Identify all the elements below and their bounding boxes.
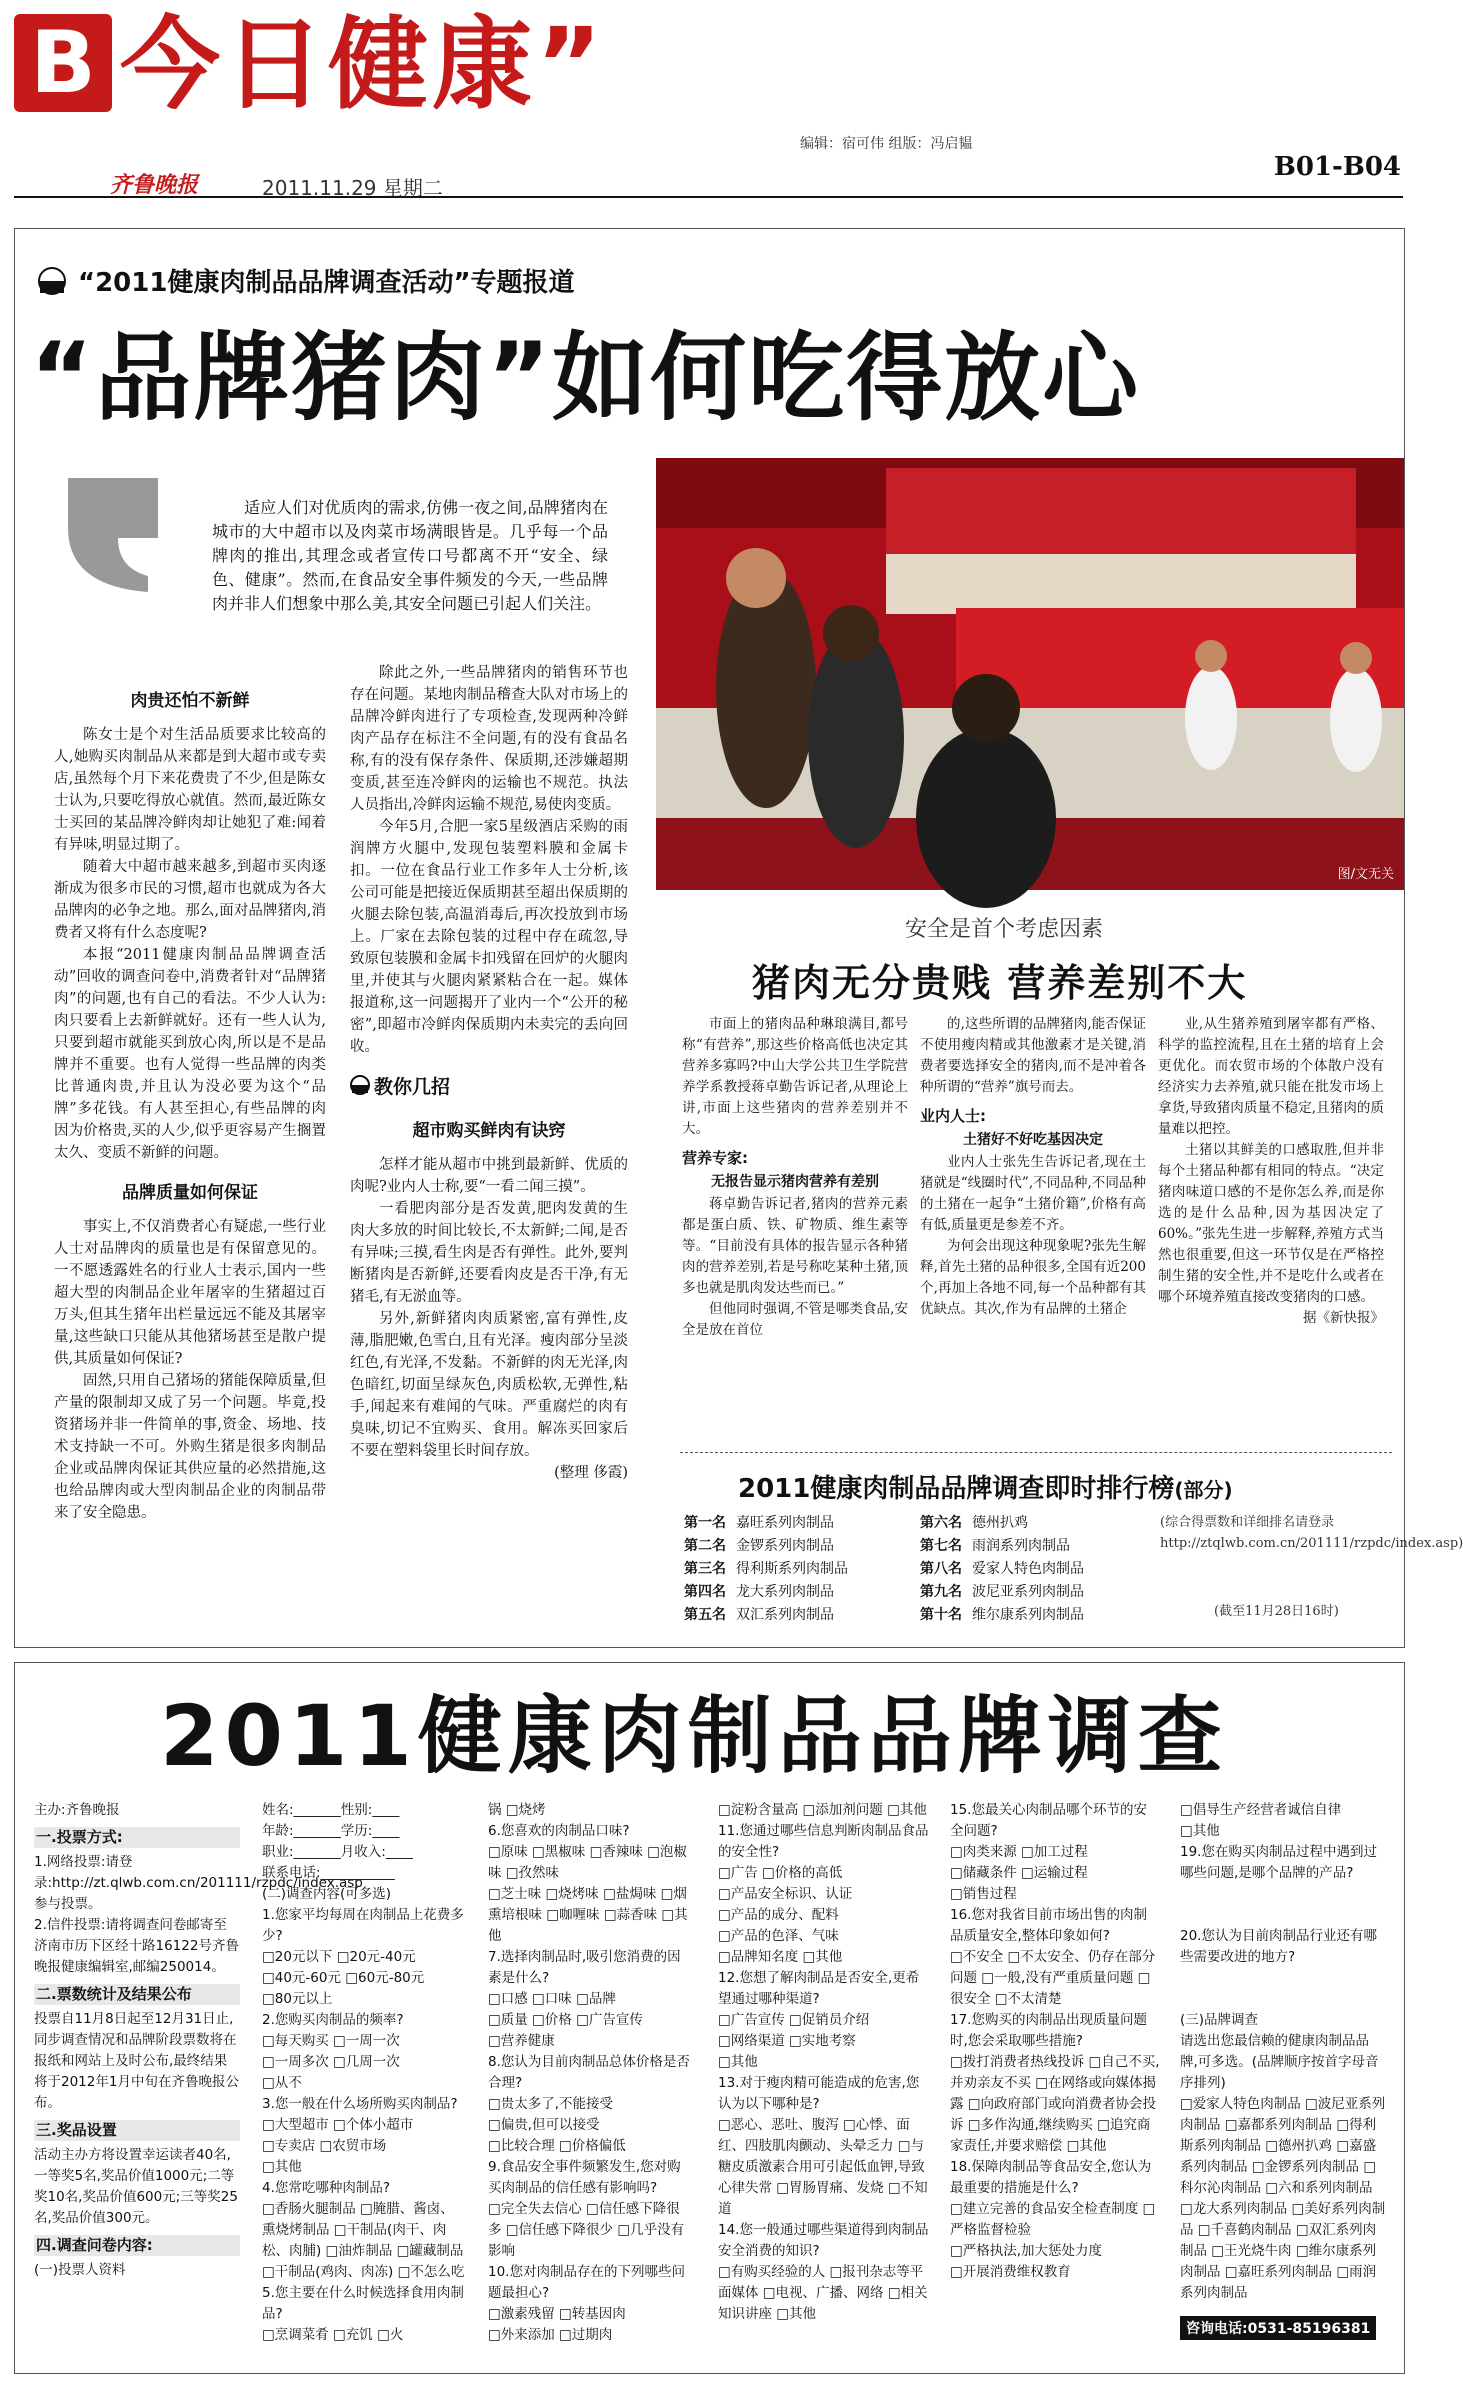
half-circle-icon <box>38 267 66 295</box>
paragraph: 土猪以其鲜美的口感取胜,但并非每个土猪品种都有相同的特点。“决定猪肉味道口感的不是你怎么养,而是你选的是什么品种,因为基因决定了60%。”张先生进一步解释,养殖方式当然也很重要,但这一环节仅是在严格控制生猪的安全性,并不是吃什么或者在哪个环境养殖直接改变猪肉的口感。 <box>1158 1142 1384 1305</box>
ranking-item: 第三名 得利斯系列肉制品 <box>684 1561 848 1577</box>
ranking-date: (截至11月28日16时) <box>1214 1604 1339 1619</box>
survey-line: □有购买经验的人 □报刊杂志等平面媒体 □电视、广播、网络 □相关知识讲座 □其他 <box>718 2264 928 2322</box>
survey-line: □20元以下 □20元-40元 <box>262 1949 416 1965</box>
survey-line: 13.对于瘦肉精可能造成的危害,您认为以下哪种是? <box>718 2075 920 2112</box>
survey-line: □外来添加 □过期肉 <box>488 2327 613 2343</box>
survey-column-4 <box>718 1800 930 2325</box>
survey-line: 1.网络投票:请登录:http://zt.qlwb.com.cn/201111/rzpdc/index.asp参与投票。 <box>34 1854 363 1912</box>
ranking-item: 第七名 雨润系列肉制品 <box>920 1538 1070 1554</box>
survey-line: □开展消费维权教育 <box>950 2264 1071 2280</box>
survey-line: 锅 □烧烤 <box>488 1802 546 1818</box>
right-column-1 <box>682 1014 908 1341</box>
paragraph: 随着大中超市越来越多,到超市买肉逐渐成为很多市民的习惯,超市也就成为各大品牌肉的必争之地。那么,面对品牌猪肉,消费者又将有什么态度呢? <box>54 859 326 941</box>
paragraph: 但他同时强调,不管是哪类食品,安全是放在首位 <box>682 1301 908 1338</box>
photo-caption: 图/文无关 <box>1337 867 1394 882</box>
paragraph: 一看肥肉部分是否发黄,肥肉发黄的生肉大多放的时间比较长,不太新鲜;二闻,是否有异味;三摸,看生肉是否有弹性。此外,要判断猪肉是否新鲜,还要看肉皮是否干净,有无猪毛,有无淤血等。 <box>350 1201 628 1305</box>
survey-line: □原味 □黑椒味 □香辣味 □泡椒味 □孜然味 <box>488 1844 687 1881</box>
survey-line: □储藏条件 □运输过程 <box>950 1865 1088 1881</box>
survey-line: □倡导生产经营者诚信自律 <box>1180 1802 1342 1818</box>
label: 业内人士: <box>920 1107 986 1125</box>
sub-headline: 猪肉无分贵贱 营养差别不大 <box>752 961 1248 1005</box>
paragraph: 蒋卓勤告诉记者,猪肉的营养元素都是蛋白质、铁、矿物质、维生素等等。“目前没有具体的报告显示各种猪肉的营养差别,若是号称吃某种土猪,顶多也就是肌肉发达些而已。” <box>682 1196 908 1296</box>
survey-line: □拨打消费者热线投诉 □自己不买,并劝亲友不买 □在网络或向媒体揭露 □向政府部门或向消费者协会投诉 □多作沟通,继续购买 □追究商家责任,并要求赔偿 □其他 <box>950 2054 1160 2154</box>
survey-line: 年龄:_______学历:____ <box>262 1823 400 1839</box>
paragraph: 怎样才能从超市中挑到最新鲜、优质的肉呢?业内人士称,要“一看二闻三摸”。 <box>350 1157 628 1195</box>
survey-line: 职业:_______月收入:____ <box>262 1844 413 1860</box>
ranking-item: 第四名 龙大系列肉制品 <box>684 1584 834 1600</box>
section-heading: 品牌质量如何保证 <box>122 1183 258 1203</box>
survey-line: □营养健康 <box>488 2033 555 2049</box>
survey-title: 2011健康肉制品品牌调查 <box>160 1687 1228 1785</box>
paragraph: 事实上,不仅消费者心有疑虑,一些行业人士对品牌肉的质量也是有保留意见的。一不愿透露姓名的行业人士表示,国内一些超大型的肉制品企业年屠宰的生猪超过百万头,但其生猪年出栏量远远不能及其屠宰量,这些缺口只能从其他猪场甚至是散户提供,其质量如何保证? <box>54 1219 326 1367</box>
survey-line: 7.选择肉制品时,吸引您消费的因素是什么? <box>488 1949 681 1986</box>
half-circle-icon <box>350 1075 370 1095</box>
survey-line: □香肠火腿制品 □腌腊、酱卤、熏烧烤制品 □干制品(肉干、肉松、肉脯) □油炸制品 □罐藏制品 □干制品(鸡肉、肉冻) □不怎么吃 <box>262 2201 465 2280</box>
section-heading: 超市购买鲜肉有诀窍 <box>412 1121 566 1141</box>
answer-blank <box>1180 1884 1386 1926</box>
survey-line: □爱家人特色肉制品 □波尼亚系列肉制品 □嘉都系列肉制品 □得利斯系列肉制品 □德州扒鸡 □嘉盛系列肉制品 □金锣系列肉制品 □科尔沁肉制品 □六和系列肉制品 □龙大系列肉制品 □美好系列肉制品 □千喜鹤肉制品 □双汇系列肉制品 □王光烧牛肉 □维尔康系列肉制品 □嘉旺系列肉制品 □雨润系列肉制品 <box>1180 2096 1386 2301</box>
survey-line: □不安全 □不太安全、仍存在部分问题 □一般,没有严重质量问题 □很安全 □不太清楚 <box>950 1949 1156 2007</box>
byline: (整理 侈霞) <box>554 1465 628 1481</box>
survey-line: 20.您认为目前肉制品行业还有哪些需要改进的地方? <box>1180 1928 1377 1965</box>
survey-line: □严格执法,加大惩处力度 <box>950 2243 1103 2259</box>
survey-line: (二)调查内容(可多选) <box>262 1886 392 1902</box>
survey-section-heading: 二.票数统计及结果公布 <box>34 1984 240 2005</box>
right-column-2 <box>920 1014 1146 1320</box>
survey-line: □质量 □价格 □广告宣传 <box>488 2012 643 2028</box>
survey-line: □每天购买 □一周一次 <box>262 2033 400 2049</box>
survey-line: □一周多次 □几周一次 <box>262 2054 400 2070</box>
survey-line: □广告宣传 □促销员介绍 <box>718 2012 870 2028</box>
feature-column-2 <box>350 662 628 1484</box>
paragraph: 另外,新鲜猪肉肉质紧密,富有弹性,皮薄,脂肥嫩,色雪白,且有光泽。瘦肉部分呈淡红色,有光泽,不发黏。不新鲜的肉无光泽,肉色暗红,切面呈绿灰色,肉质松软,无弹性,粘手,闻起来有难闻的气味。严重腐烂的肉有臭味,切记不宜购买、食用。解冻买回家后不要在塑料袋里长时间存放。 <box>350 1311 628 1459</box>
hotline: 咨询电话:0531-85196381 <box>1180 2316 1376 2340</box>
label: 营养专家: <box>682 1149 748 1167</box>
survey-line: 10.您对肉制品存在的下列哪些问题最担心? <box>488 2264 685 2301</box>
paragraph: 为何会出现这种现象呢?张先生解释,首先土猪的品种很多,全国有近200个,再加上各地不同,每一个品种都有其优缺点。其次,作为有品牌的土猪企 <box>920 1238 1146 1317</box>
survey-line: 活动主办方将设置幸运读者40名,一等奖5名,奖品价值1000元;二等奖10名,奖品价值600元;三等奖25名,奖品价值300元。 <box>34 2147 238 2226</box>
survey-line: □大型超市 □个体小超市 <box>262 2117 414 2133</box>
survey-line: □产品安全标识、认证 <box>718 1886 853 1902</box>
survey-line: □80元以上 <box>262 1991 333 2007</box>
survey-line: 请选出您最信赖的健康肉制品品牌,可多选。(品牌顺序按首字母音序排列) <box>1180 2033 1379 2091</box>
ranking-item: 第六名 德州扒鸡 <box>920 1515 1028 1531</box>
survey-line: 1.您家平均每周在肉制品上花费多少? <box>262 1907 464 1944</box>
feature-column-1 <box>54 672 326 1524</box>
survey-line: □广告 □价格的高低 <box>718 1865 843 1881</box>
survey-section-heading: 一.投票方式: <box>34 1827 240 1848</box>
paragraph: 业,从生猪养殖到屠宰都有严格、科学的监控流程,且在土猪的培育上会更优化。而农贸市场的个体散户没有经济实力去养殖,就只能在批发市场上拿货,导致猪肉质量不稳定,且猪肉的质量难以把控。 <box>1158 1016 1384 1137</box>
survey-line: □网络渠道 □实地考察 <box>718 2033 856 2049</box>
editor-credits: 编辑：宿可伟 组版：冯启韫 <box>800 136 973 152</box>
survey-column-6 <box>1180 1800 1386 2304</box>
paragraph: 的,这些所谓的品牌猪肉,能否保证不使用瘦肉精或其他激素才是关键,消费者要选择安全的猪肉,而不是冲着各种所谓的“营养”旗号而去。 <box>920 1016 1146 1095</box>
ranking-item: 第十名 维尔康系列肉制品 <box>920 1607 1084 1623</box>
section-letter-logo: B <box>14 14 112 112</box>
survey-line: □偏贵,但可以接受 <box>488 2117 600 2133</box>
ranking-list <box>684 1512 1156 1627</box>
survey-line: □销售过程 <box>950 1886 1017 1902</box>
survey-line: □贵太多了,不能接受 <box>488 2096 614 2112</box>
survey-section-heading: 三.奖品设置 <box>34 2120 240 2141</box>
survey-column-3 <box>488 1800 692 2346</box>
survey-line: □其他 <box>262 2159 302 2175</box>
survey-line: □芝士味 □烧烤味 □盐焗味 □烟熏培根味 □咖喱味 □蒜香味 □其他 <box>488 1886 688 1944</box>
survey-line: 投票自11月8日起至12月31日止,同步调查情况和品牌阶段票数将在报纸和网站上及时公布,最终结果将于2012年1月中旬在齐鲁晚报公布。 <box>34 2011 239 2111</box>
center-heading: 土猪好不好吃基因决定 <box>963 1132 1103 1148</box>
survey-line: □口感 □口味 □品牌 <box>488 1991 616 2007</box>
survey-line: □烹调菜肴 □充饥 □火 <box>262 2327 404 2343</box>
masthead-rule <box>14 196 1403 198</box>
survey-line: □专卖店 □农贸市场 <box>262 2138 387 2154</box>
page-range: B01-B04 <box>1273 152 1401 182</box>
survey-line: □40元-60元 □60元-80元 <box>262 1970 425 1986</box>
survey-line: (一)投票人资料 <box>34 2262 126 2278</box>
survey-line: 19.您在购买肉制品过程中遇到过哪些问题,是哪个品牌的产品? <box>1180 1844 1377 1881</box>
market-photo <box>656 458 1404 890</box>
ranking-title: 2011健康肉制品品牌调查即时排行榜(部分) <box>738 1474 1233 1504</box>
survey-line: 2.您购买肉制品的频率? <box>262 2012 404 2028</box>
tips-heading: 教你几招 <box>350 1072 628 1102</box>
survey-line: 15.您最关心肉制品哪个环节的安全问题? <box>950 1802 1147 1839</box>
ranking-item: 第二名 金锣系列肉制品 <box>684 1538 834 1554</box>
survey-column-5 <box>950 1800 1160 2283</box>
survey-line: 4.您常吃哪种肉制品? <box>262 2180 391 2196</box>
survey-line: □淀粉含量高 □添加剂问题 □其他 <box>718 1802 927 1818</box>
right-column-3 <box>1158 1014 1384 1329</box>
open-quote-icon <box>48 468 176 596</box>
center-heading: 无报告显示猪肉营养有差别 <box>711 1174 879 1190</box>
survey-line: □产品的成分、配料 <box>718 1907 839 1923</box>
series-label: “2011健康肉制品品牌调查活动”专题报道 <box>38 262 575 299</box>
answer-blank <box>1180 1968 1386 2010</box>
newspaper-name: 齐鲁晚报 <box>110 172 199 198</box>
ranking-note: (综合得票数和详细排名请登录http://ztqlwb.com.cn/201111/rzpdc/index.asp) <box>1160 1515 1463 1551</box>
ranking-item: 第八名 爱家人特色肉制品 <box>920 1561 1084 1577</box>
paragraph: 除此之外,一些品牌猪肉的销售环节也存在问题。某地肉制品稽查大队对市场上的品牌冷鲜肉进行了专项检查,发现两种冷鲜肉产品存在标注不全问题,有的没有食品名称,有的没有保存条件、保质期,还涉嫌超期变质,甚至连冷鲜肉的运输也不规范。执法人员指出,冷鲜肉运输不规范,易使肉变质。 <box>350 665 628 813</box>
survey-line: □品牌知名度 □其他 <box>718 1949 843 1965</box>
survey-line: 11.您通过哪些信息判断肉制品食品的安全性? <box>718 1823 929 1860</box>
paragraph: 本报“2011健康肉制品品牌调查活动”回收的调查问卷中,消费者针对“品牌猪肉”的问题,也有自己的看法。不少人认为:肉只要看上去新鲜就好。还有一些人认为,只要到超市就能买到放心肉,所以是不是品牌并不重要。也有人觉得一些品牌的肉类比普通肉贵,并且认为没必要为这个“品牌”多花钱。有人甚至担心,有些品牌的肉因为价格贵,买的人少,似乎更容易产生搁置太久、变质不新鲜的问题。 <box>54 947 326 1161</box>
survey-line: □其他 <box>718 2054 758 2070</box>
survey-line: 17.您购买的肉制品出现质量问题时,您会采取哪些措施? <box>950 2012 1147 2049</box>
paragraph: 业内人士张先生告诉记者,现在土猪就是“线圈时代”,不同品种,不同品种的土猪在一起争“土猪价籍”,价格有高有低,质量更是参差不齐。 <box>920 1154 1146 1233</box>
paragraph: 今年5月,合肥一家5星级酒店采购的雨润牌方火腿中,发现包装塑料膜和金属卡扣。一位在食品行业工作多年人士分析,该公司可能是把接近保质期甚至超出保质期的火腿去除包装,高温消毒后,再次投放到市场上。厂家在去除包装的过程中存在疏忽,导致原包装膜和金属卡扣残留在回炉的火腿肉里,并使其与火腿肉紧紧粘合在一起。媒体报道称,这一问题揭开了业内一个“公开的秘密”,即超市冷鲜肉保质期内未卖完的丢向回收。 <box>350 819 628 1055</box>
survey-line: 5.您主要在什么时候选择食用肉制品? <box>262 2285 464 2322</box>
paragraph: 市面上的猪肉品种琳琅满目,都号称“有营养”,那这些价格高低也决定其营养多寡吗?中山大学公共卫生学院营养学系教授蒋卓勤告诉记者,从理论上讲,市面上这些猪肉的营养差别并不大。 <box>682 1016 908 1137</box>
survey-line: 16.您对我省目前市场出售的肉制品质量安全,整体印象如何? <box>950 1907 1147 1944</box>
survey-line: □产品的色泽、气味 <box>718 1928 839 1944</box>
survey-line: 2.信件投票:请将调查问卷邮寄至济南市历下区经十路16122号齐鲁晚报健康编辑室,邮编250014。 <box>34 1917 239 1975</box>
survey-line: 联系电话:___________ <box>262 1865 395 1881</box>
survey-column-2 <box>262 1800 466 2346</box>
feature-headline: “品牌猪肉”如何吃得放心 <box>30 322 1141 434</box>
feature-lede: 适应人们对优质肉的需求,仿佛一夜之间,品牌猪肉在城市的大中超市以及肉菜市场满眼皆是。几乎每一个品牌肉的推出,其理念或者宣传口号都离不开“安全、绿色、健康”。然而,在食品安全事件频发的今天,一些品牌肉并非人们想象中那么美,其安全问题已引起人们关注。 <box>212 498 608 613</box>
paragraph: 陈女士是个对生活品质要求比较高的人,她购买肉制品从来都是到大超市或专卖店,虽然每个月下来花费贵了不少,但是陈女士认为,只要吃得放心就值。然而,最近陈女士买回的某品牌冷鲜肉却让她犯了难:闻着有异味,明显过期了。 <box>54 727 326 853</box>
survey-line: □比较合理 □价格偏低 <box>488 2138 626 2154</box>
survey-line: 姓名:_______性别:____ <box>262 1802 400 1818</box>
paragraph: 固然,只用自己猪场的猪能保障质量,但产量的限制却又成了另一个问题。毕竟,投资猪场并非一件简单的事,资金、场地、技术支持缺一不可。外购生猪是很多肉制品企业或品牌肉保证其供应量的必然措施,这也给品牌肉或大型肉制品企业的肉制品带来了安全隐患。 <box>54 1373 326 1521</box>
section-heading: 肉贵还怕不新鲜 <box>130 691 250 711</box>
survey-line: (三)品牌调查 <box>1180 2012 1259 2028</box>
survey-line: 18.保障肉制品等食品安全,您认为最重要的措施是什么? <box>950 2159 1152 2196</box>
survey-line: □肉类来源 □加工过程 <box>950 1844 1088 1860</box>
survey-line: 14.您一般通过哪些渠道得到肉制品安全消费的知识? <box>718 2222 929 2259</box>
rank-divider <box>680 1452 1392 1453</box>
survey-line: □建立完善的食品安全检查制度 □严格监督检验 <box>950 2201 1156 2238</box>
ranking-item: 第一名 嘉旺系列肉制品 <box>684 1515 834 1531</box>
survey-line: 6.您喜欢的肉制品口味? <box>488 1823 630 1839</box>
survey-line: 12.您想了解肉制品是否安全,更希望通过哪种渠道? <box>718 1970 920 2007</box>
survey-line: □恶心、恶吐、腹泻 □心悸、面红、四肢肌肉颤动、头晕乏力 □与糖皮质激素合用可引起低血钾,导致心律失常 □胃肠胃痛、发烧 □不知道 <box>718 2117 928 2217</box>
source-credit: 据《新快报》 <box>1303 1310 1384 1326</box>
survey-line: 3.您一般在什么场所购买肉制品? <box>262 2096 458 2112</box>
survey-line: □完全失去信心 □信任感下降很多 □信任感下降很少 □几乎没有影响 <box>488 2201 685 2259</box>
survey-line: 8.您认为目前肉制品总体价格是否合理? <box>488 2054 690 2091</box>
survey-section-heading: 四.调查问卷内容: <box>34 2235 240 2256</box>
survey-line: 9.食品安全事件频繁发生,您对购买肉制品的信任感有影响吗? <box>488 2159 681 2196</box>
survey-line: □其他 <box>1180 1823 1220 1839</box>
ranking-item: 第五名 双汇系列肉制品 <box>684 1607 834 1623</box>
ranking-item: 第九名 波尼亚系列肉制品 <box>920 1584 1084 1600</box>
meat-counter-illustration <box>656 458 1404 890</box>
page-title: 今日健康” <box>120 6 606 123</box>
survey-line: □从不 <box>262 2075 302 2091</box>
issue-date: 2011.11.29 星期二 <box>262 176 443 200</box>
kicker: 安全是首个考虑因素 <box>905 917 1104 942</box>
survey-line: □激素残留 □转基因肉 <box>488 2306 626 2322</box>
survey-line: 主办:齐鲁晚报 <box>34 1802 120 1818</box>
